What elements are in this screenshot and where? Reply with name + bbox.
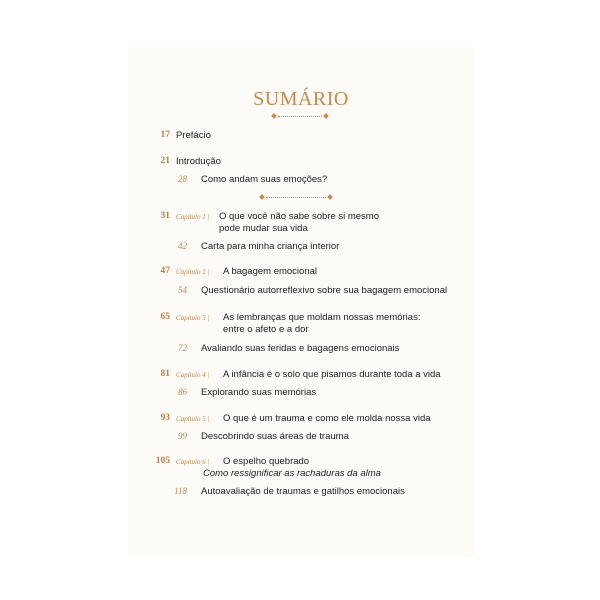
- entry-text-line2: entre o afeto e a dor: [223, 324, 309, 335]
- entry-text: A bagagem emocional: [223, 266, 318, 277]
- sub-page-number: 118: [174, 486, 187, 496]
- page-number: 81: [160, 369, 170, 379]
- sub-page-number: 72: [178, 343, 187, 353]
- page-number: 65: [160, 312, 170, 322]
- page-number: 47: [160, 266, 170, 276]
- sub-page-number: 54: [178, 285, 187, 295]
- chapter-label: Capítulo 4 |: [176, 371, 210, 379]
- entry-text: As lembranças que moldam nossas memórias:: [223, 312, 421, 323]
- entry-text: A infância é o solo que pisamos durante toda a vida: [223, 369, 441, 380]
- page-number: 31: [160, 211, 170, 221]
- chapter-label: Capítulo 1 |: [176, 213, 210, 221]
- entry-text: Como andam suas emoções?: [201, 174, 328, 185]
- entry-text: O que é um trauma e como ele molda nossa vida: [223, 413, 431, 424]
- page-number: 21: [160, 156, 170, 166]
- chapter-label: Capítulo 2 |: [176, 268, 210, 276]
- chapter-label: Capítulo 3 |: [176, 314, 210, 322]
- page-number: 93: [160, 413, 170, 423]
- sub-page-number: 99: [178, 431, 187, 441]
- page-number: 17: [160, 130, 170, 140]
- sub-page-number: 42: [178, 241, 187, 251]
- page-number: 105: [155, 456, 170, 466]
- entry-text: O espelho quebrado: [223, 456, 310, 467]
- toc-page: [128, 47, 474, 557]
- entry-text: O que você não sabe sobre si mesmo: [219, 211, 380, 222]
- sub-page-number: 86: [178, 387, 187, 397]
- entry-text: Introdução: [176, 156, 221, 167]
- entry-text: Descobrindo suas áreas de trauma: [201, 431, 349, 442]
- title-ornament: [278, 116, 322, 117]
- sub-page-number: 28: [178, 174, 187, 184]
- chapter-label: Capítulo 5 |: [176, 415, 210, 423]
- entry-text: Explorando suas memórias: [201, 387, 317, 398]
- chapter-label: Capítulo 6 |: [176, 458, 210, 466]
- section-divider: [266, 197, 326, 198]
- toc-title: SUMÁRIO: [253, 88, 349, 110]
- entry-text: Avaliando suas feridas e bagagens emocionais: [201, 343, 400, 354]
- entry-text-line2: pode mudar sua vida: [219, 223, 308, 234]
- entry-text-line2: Como ressignificar as rachaduras da alma: [203, 468, 381, 479]
- entry-text: Questionário autorreflexivo sobre sua bagagem emocional: [201, 285, 448, 296]
- entry-text: Autoavaliação de traumas e gatilhos emocionais: [201, 486, 405, 497]
- entry-text: Carta para minha criança interior: [201, 241, 340, 252]
- entry-text: Prefácio: [176, 130, 211, 141]
